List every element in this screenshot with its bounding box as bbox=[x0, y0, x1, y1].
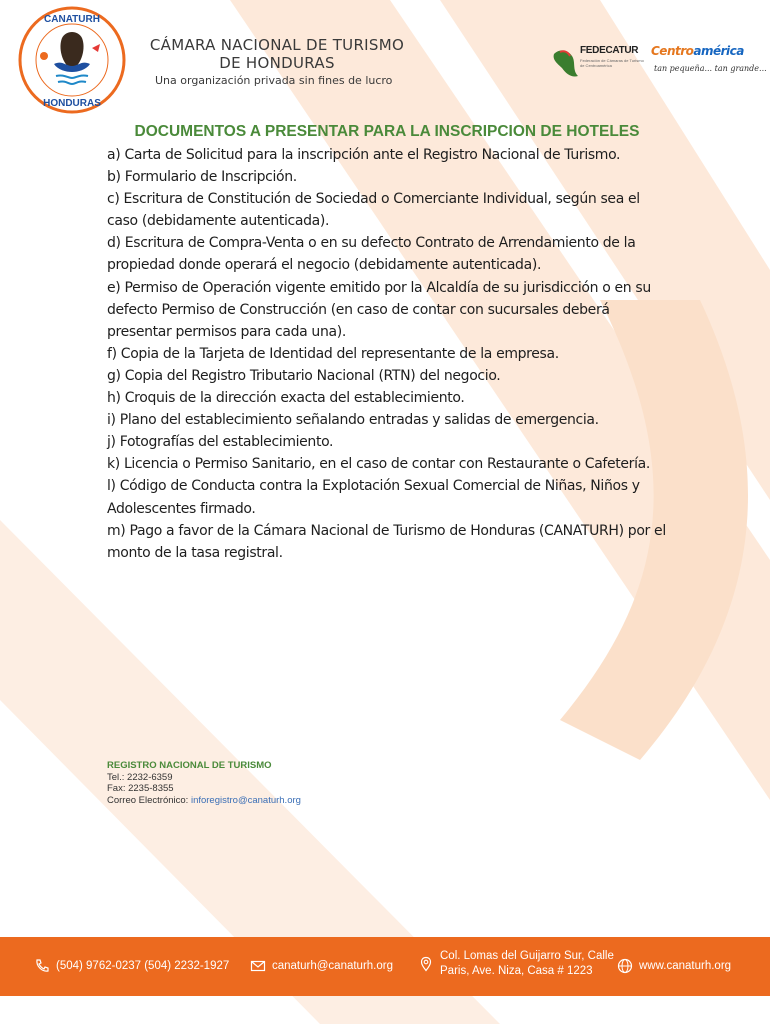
document-title: DOCUMENTOS A PRESENTAR PARA LA INSCRIPCION DE HOTELES bbox=[134, 123, 640, 140]
footer-address-text bbox=[440, 949, 614, 979]
footer-phones bbox=[34, 958, 229, 974]
requirement-item: g) Copia del Registro Tributario Nacional (RTN) del negocio. bbox=[107, 367, 501, 384]
requirement-item: b) Formulario de Inscripción. bbox=[107, 169, 297, 186]
mail-icon bbox=[250, 958, 266, 974]
requirement-item: f) Copia de la Tarjeta de Identidad del representante de la empresa. bbox=[107, 345, 559, 362]
footer-email[interactable] bbox=[250, 958, 393, 974]
requirement-item: l) Código de Conducta contra la Explotación Sexual Comercial de Niñas, Niños y Adolescentes firmado. bbox=[107, 478, 640, 517]
requirement-item: k) Licencia o Permiso Sanitario, en el caso de contar con Restaurante o Cafetería. bbox=[107, 456, 650, 473]
fedecatur-subtitle: Federación de Cámaras de Turismo de Centroamérica bbox=[580, 58, 644, 68]
footer-address-line1: Col. Lomas del Guijarro Sur, Calle bbox=[440, 950, 614, 962]
org-name-line1: CÁMARA NACIONAL DE TURISMO bbox=[149, 36, 405, 54]
seal-text-top: CANATURH bbox=[44, 14, 100, 25]
footer-phones-text: (504) 9762-0237 (504) 2232-1927 bbox=[56, 960, 230, 972]
centroamerica-part2: américa bbox=[693, 44, 744, 58]
centroamerica-part1: Centro bbox=[651, 44, 694, 58]
registry-title: REGISTRO NACIONAL DE TURISMO bbox=[107, 760, 272, 771]
requirement-item: i) Plano del establecimiento señalando entradas y salidas de emergencia. bbox=[107, 412, 599, 429]
registry-email-label: Correo Electrónico: bbox=[107, 794, 191, 806]
registry-contact-block bbox=[107, 760, 301, 806]
registry-fax: Fax: 2235-8355 bbox=[107, 783, 174, 794]
organization-name bbox=[142, 36, 412, 72]
footer-email-text[interactable]: canaturh@canaturh.org bbox=[272, 960, 393, 972]
org-tagline: Una organización privada sin fines de lucro bbox=[155, 74, 393, 87]
footer-address bbox=[418, 949, 614, 979]
registry-email-link[interactable]: inforegistro@canaturh.org bbox=[190, 794, 301, 806]
globe-icon bbox=[617, 958, 633, 974]
requirement-item: d) Escritura de Compra-Venta o en su defecto Contrato de Arrendamiento de la propiedad donde operará el negocio (debidamente autenticada). bbox=[107, 235, 636, 274]
footer-address-line2: Paris, Ave. Niza, Casa # 1223 bbox=[440, 965, 593, 977]
centroamerica-logo bbox=[651, 44, 744, 58]
requirement-item: e) Permiso de Operación vigente emitido por la Alcaldía de su jurisdicción o en su defecto Permiso de Construcción (en caso de contar con sucursales deberá presentar permisos para cada una). bbox=[107, 279, 651, 340]
requirements-list bbox=[107, 144, 667, 564]
org-name-line2: DE HONDURAS bbox=[219, 54, 335, 72]
canaturh-seal-logo bbox=[16, 4, 128, 116]
footer-website[interactable] bbox=[617, 958, 731, 974]
centroamerica-tagline: tan pequeña... tan grande... bbox=[654, 64, 767, 73]
requirement-item: c) Escritura de Constitución de Sociedad o Comerciante Individual, según sea el caso (debidamente autenticada). bbox=[107, 191, 640, 230]
requirement-item: m) Pago a favor de la Cámara Nacional de Turismo de Honduras (CANATURH) por el monto de la tasa registral. bbox=[107, 522, 666, 561]
seal-text-bottom: HONDURAS bbox=[43, 98, 101, 109]
footer-website-text[interactable]: www.canaturh.org bbox=[639, 960, 732, 972]
letterhead bbox=[0, 0, 770, 110]
registry-email-line bbox=[107, 795, 301, 807]
fedecatur-name: FEDECATUR bbox=[580, 45, 639, 56]
footer-bar bbox=[0, 937, 770, 996]
location-pin-icon bbox=[418, 956, 434, 972]
document-body bbox=[107, 122, 667, 564]
requirement-item: a) Carta de Solicitud para la inscripción ante el Registro Nacional de Turismo. bbox=[107, 147, 621, 163]
requirement-item: h) Croquis de la dirección exacta del establecimiento. bbox=[107, 390, 465, 407]
requirement-item: j) Fotografías del establecimiento. bbox=[107, 434, 334, 451]
registry-tel: Tel.: 2232-6359 bbox=[107, 771, 173, 783]
phone-icon bbox=[34, 958, 50, 974]
